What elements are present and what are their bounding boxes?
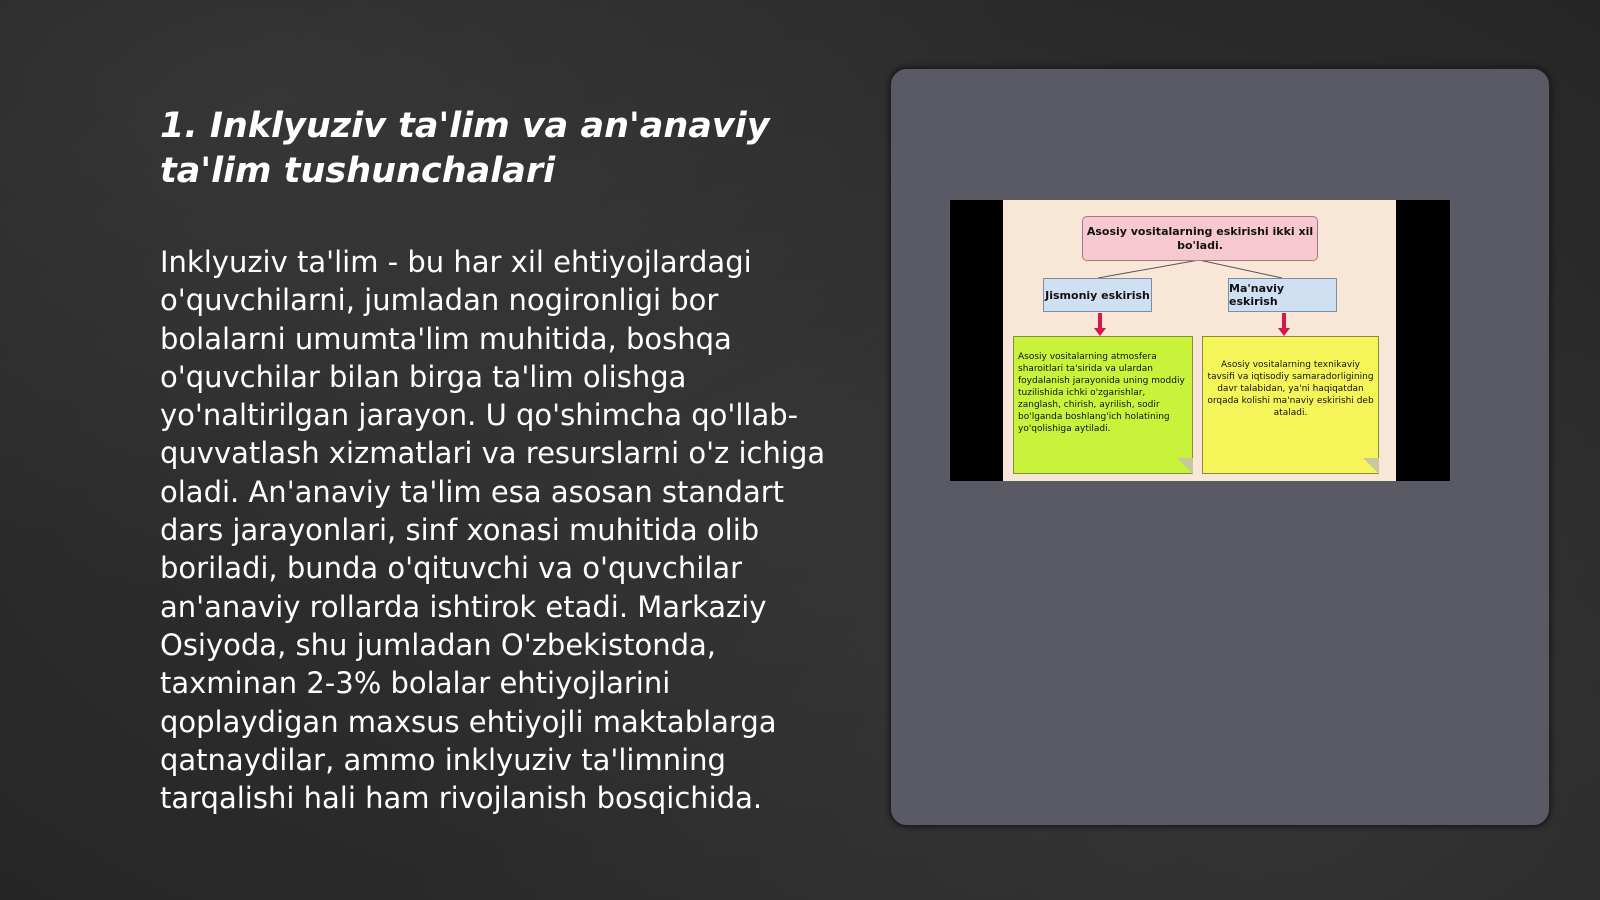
slide-title: 1. Inklyuziv ta'lim va an'anaviy ta'lim tushunchalari xyxy=(160,106,770,191)
right-note-text: Asosiy vositalarning texnikaviy tavsifi va iqtisodiy samaradorligining davr talabidan, ya'ni haqiqatdan orqada kolishi ma'naviy eskirishi deb ataladi. xyxy=(1207,360,1374,418)
diagram-root-box: Asosiy vositalarning eskirishi ikki xil bo'ladi. xyxy=(1082,216,1318,261)
page-fold-icon xyxy=(1177,458,1193,474)
down-arrow-icon xyxy=(1282,313,1286,329)
page-fold-icon xyxy=(1363,458,1379,474)
diagram-right-note xyxy=(1202,336,1379,474)
diagram-right-box: Ma'naviy eskirish xyxy=(1228,278,1337,312)
diagram-left-box: Jismoniy eskirish xyxy=(1043,278,1152,312)
left-note-text: Asosiy vositalarning atmosfera sharoitlari ta'sirida va ulardan foydalanish jarayonida uning moddiy tuzilishida ichki o'zgarishlar, zanglash, chirish, ayrilish, sodir bo'lganda boshlang'ich holatining yo'qolishiga aytiladi. xyxy=(1018,352,1185,434)
diagram-left-note xyxy=(1013,336,1193,474)
diagram-canvas xyxy=(1003,200,1396,481)
slide-body-text: Inklyuziv ta'lim - bu har xil ehtiyojlardagi o'quvchilarni, jumladan nogironligi bor bolalarni umumta'lim muhitida, boshqa o'quvchilar bilan birga ta'lim olishga yo'naltirilgan jarayon. U qo'shimcha qo'llab-quvvatlash xizmatlari va resurslarni o'z ichiga oladi. An'anaviy ta'lim esa asosan standart dars jarayonlari, sinf xonasi muhitida olib boriladi, bunda o'qituvchi va o'quvchilar an'anaviy rollarda ishtirok etadi. Markaziy Osiyoda, shu jumladan O'zbekistonda, taxminan 2-3% bolalar ehtiyojlarini qoplaydigan maxsus ehtiyojli maktablarga qatnaydilar, ammo inklyuziv ta'limning tarqalishi hali ham rivojlanish bosqichida. xyxy=(160,245,826,816)
diagram-image xyxy=(950,200,1450,481)
down-arrow-icon xyxy=(1098,313,1102,329)
